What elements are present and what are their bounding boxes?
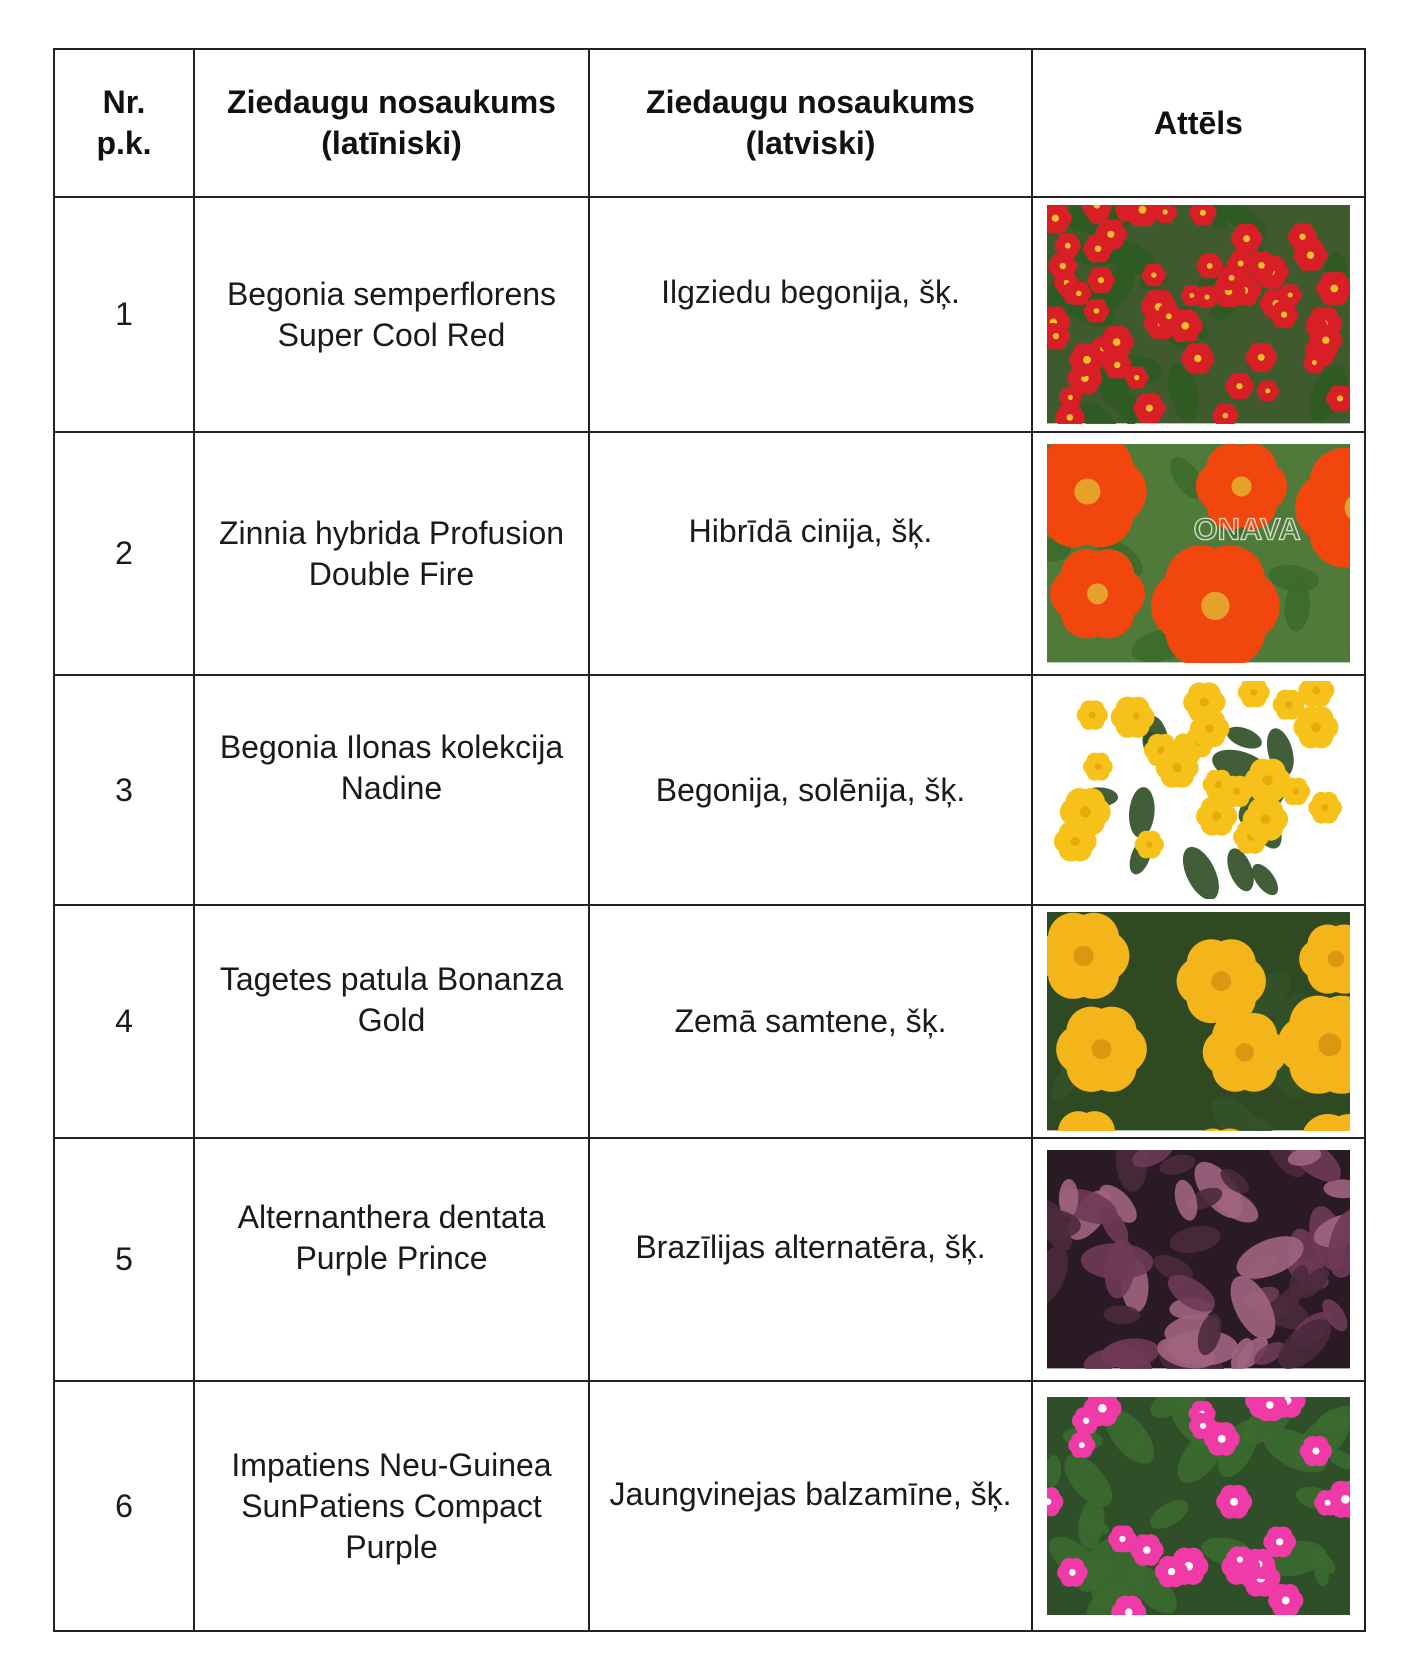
table-row <box>54 197 1365 432</box>
header-row <box>54 49 1365 197</box>
marigold-photo <box>1032 905 1365 1138</box>
flower-blossom <box>1087 267 1115 293</box>
flower-blossom <box>1216 1485 1252 1519</box>
table-row <box>54 432 1365 675</box>
plants-table <box>53 48 1366 1632</box>
flower-blossom <box>1246 251 1276 280</box>
flower-blossom <box>1099 326 1134 359</box>
yellow-begonia-photo <box>1032 675 1365 905</box>
latin-name: Begonia semperflorens Super Cool Red <box>194 197 589 432</box>
flower-photo <box>1047 205 1350 423</box>
flower-blossom <box>1130 1534 1164 1566</box>
flower-photo <box>1047 681 1350 899</box>
row-number: 3 <box>54 675 194 905</box>
table-row <box>54 1138 1365 1381</box>
flower-blossom <box>1263 1526 1296 1557</box>
flower-blossom <box>1308 792 1342 824</box>
header-nr: Nr. p.k. <box>54 49 194 197</box>
latin-name: Alternanthera dentata Purple Prince <box>194 1138 589 1381</box>
latvian-name: Hibrīdā cinija, šķ. <box>589 432 1032 675</box>
flower-blossom <box>1226 1546 1254 1572</box>
flower-photo <box>1047 1150 1350 1368</box>
flower-blossom <box>1068 1432 1095 1458</box>
flower-blossom <box>1231 224 1263 254</box>
latvian-name: Begonija, solēnija, šķ. <box>589 675 1032 905</box>
latin-name: Impatiens Neu-Guinea SunPatiens Compact Purple <box>194 1381 589 1631</box>
header-latvian-name: Ziedaugu nosaukums (latviski) <box>589 49 1032 197</box>
header-latin-name: Ziedaugu nosaukums (latīniski) <box>194 49 589 197</box>
header-image: Attēls <box>1032 49 1365 197</box>
flower-blossom <box>1309 325 1342 356</box>
flower-blossom <box>1246 343 1277 373</box>
flower-photo <box>1047 1397 1350 1615</box>
row-number: 2 <box>54 432 194 675</box>
flower-blossom <box>1077 700 1108 729</box>
row-number: 5 <box>54 1138 194 1381</box>
latvian-name: Jaungvinejas balzamīne, šķ. <box>589 1381 1032 1631</box>
flower-blossom <box>1168 310 1203 343</box>
flower-blossom <box>1156 747 1199 787</box>
flower-blossom <box>1218 266 1245 291</box>
latin-name: Tagetes patula Bonanza Gold <box>194 905 589 1138</box>
flower-blossom <box>1095 219 1127 249</box>
flower-blossom <box>1300 1436 1332 1466</box>
flower-blossom <box>1314 1490 1341 1515</box>
flower-blossom <box>1133 393 1165 423</box>
latvian-name: Ilgziedu begonija, šķ. <box>589 197 1032 432</box>
orange-zinnia-photo <box>1032 432 1365 675</box>
flower-blossom <box>1084 299 1109 323</box>
red-begonia-photo <box>1032 197 1365 432</box>
flower-blossom <box>1204 1422 1240 1456</box>
flower-photo <box>1047 444 1350 662</box>
table-row <box>54 905 1365 1138</box>
row-number: 4 <box>54 905 194 1138</box>
flower-blossom <box>1181 343 1214 374</box>
pink-impatiens-photo <box>1032 1381 1365 1631</box>
row-number: 1 <box>54 197 194 432</box>
row-number: 6 <box>54 1381 194 1631</box>
flower-blossom <box>1060 788 1111 836</box>
watermark-logo: ONAVA <box>1193 511 1301 547</box>
flower-photo <box>1047 912 1350 1130</box>
latin-name: Begonia Ilonas kolekcija Nadine <box>194 675 589 905</box>
flower-blossom <box>1155 1556 1188 1587</box>
flower-blossom <box>1243 798 1288 841</box>
flower-blossom <box>1220 776 1253 807</box>
flower-blossom <box>1057 1558 1088 1587</box>
flower-blossom <box>1066 282 1091 306</box>
flower-blossom <box>1055 234 1081 259</box>
flower-blossom <box>1083 752 1113 780</box>
flower-blossom <box>1279 284 1302 306</box>
flower-blossom <box>1225 373 1253 400</box>
flower-blossom <box>1190 710 1230 747</box>
flower-blossom <box>1177 940 1266 1024</box>
latvian-name: Zemā samtene, šķ. <box>589 905 1032 1138</box>
flower-blossom <box>1142 264 1166 287</box>
latvian-name: Brazīlijas alternatēra, šķ. <box>589 1138 1032 1381</box>
flower-blossom <box>1135 831 1164 859</box>
flower-blossom <box>1056 1007 1147 1092</box>
table-row <box>54 1381 1365 1631</box>
flower-blossom <box>1050 549 1145 638</box>
flower-blossom <box>1257 381 1279 402</box>
table-row <box>54 675 1365 905</box>
latin-name: Zinnia hybrida Profusion Double Fire <box>194 432 589 675</box>
flower-blossom <box>1069 343 1105 377</box>
flower-blossom <box>1072 1407 1100 1434</box>
flower-blossom <box>1120 700 1152 730</box>
purple-foliage-photo <box>1032 1138 1365 1381</box>
flower-blossom <box>1203 1013 1287 1092</box>
flower-blossom <box>1288 223 1317 250</box>
